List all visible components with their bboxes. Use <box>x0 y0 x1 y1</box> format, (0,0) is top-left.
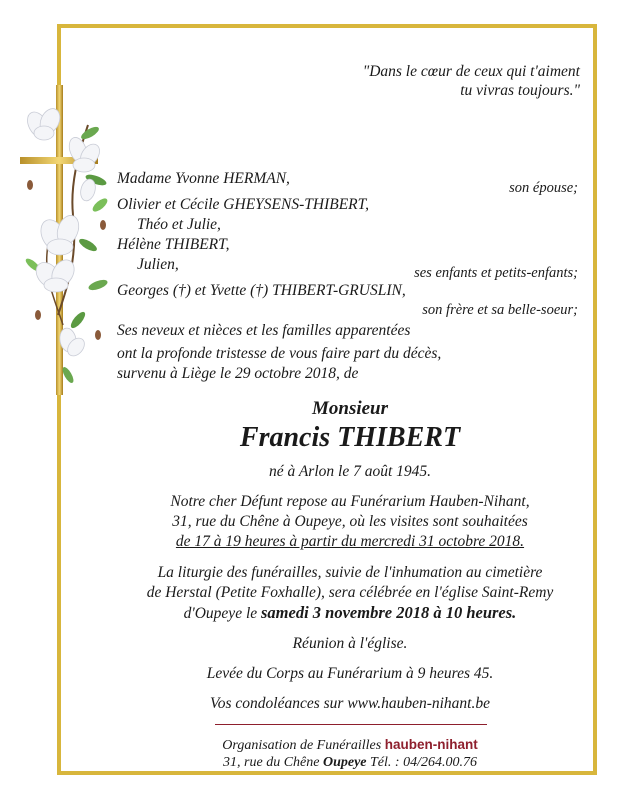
quote-line-1: "Dans le cœur de ceux qui t'aiment <box>362 63 580 80</box>
footer-phone: Tél. : 04/264.00.76 <box>370 755 477 770</box>
footer-org-prefix: Organisation de Funérailles <box>222 738 382 753</box>
child-1-kids: Théo et Julie, <box>137 216 221 233</box>
funeral-date-prefix: d'Oupeye le <box>183 605 258 622</box>
sibling-relation: son frère et sa belle-soeur; <box>422 302 578 318</box>
birth-info: né à Arlon le 7 août 1945. <box>268 463 432 480</box>
condolences-link[interactable]: Vos condoléances sur www.hauben-nihant.be <box>210 695 490 712</box>
footer-address <box>100 753 600 772</box>
funeral-line-1: La liturgie des funérailles, suivie de l'inhumation au cimetière <box>157 564 543 581</box>
footer-organisation <box>100 735 600 755</box>
gold-cross-icon <box>18 85 113 395</box>
visits-line-1: Notre cher Défunt repose au Funérarium Hauben-Nihant, <box>170 493 530 510</box>
funeral-line-2: de Herstal (Petite Foxhalle), sera célébrée en l'église Saint-Remy <box>146 584 554 601</box>
children-relation: ses enfants et petits-enfants; <box>414 265 578 281</box>
meeting-info: Réunion à l'église. <box>292 635 408 652</box>
spouse-name: Madame Yvonne HERMAN, <box>117 170 290 187</box>
child-1-name: Olivier et Cécile GHEYSENS-THIBERT, <box>117 196 369 213</box>
visits-line-2: 31, rue du Chêne à Oupeye, où les visites sont souhaitées <box>172 513 528 530</box>
footer-divider <box>215 724 487 725</box>
others-line-3: survenu à Liège le 29 octobre 2018, de <box>117 365 359 382</box>
deceased-name: Francis THIBERT <box>239 422 461 453</box>
spouse-relation: son épouse; <box>509 180 578 196</box>
magnolia-branch-icon <box>23 105 109 384</box>
sibling-name: Georges (†) et Yvette (†) THIBERT-GRUSLIN, <box>117 282 406 299</box>
deceased-title: Monsieur <box>311 398 389 419</box>
child-2-name: Hélène THIBERT, <box>117 236 230 253</box>
footer-city: Oupeye <box>322 755 367 770</box>
funeral-date: samedi 3 novembre 2018 à 10 heures. <box>261 603 517 622</box>
quote-line-2: tu vivras toujours." <box>460 82 580 99</box>
levee-info: Levée du Corps au Funérarium à 9 heures 45. <box>206 665 494 682</box>
others-line-1: Ses neveux et nièces et les familles apparentées <box>117 322 411 339</box>
footer-street: 31, rue du Chêne <box>223 755 320 770</box>
others-line-2: ont la profonde tristesse de vous faire part du décès, <box>117 345 442 362</box>
funeral-line-3 <box>100 603 600 623</box>
brand-logo: hauben-nihant <box>384 737 478 752</box>
visits-hours: de 17 à 19 heures à partir du mercredi 31 octobre 2018. <box>175 533 525 550</box>
child-2-kids: Julien, <box>137 256 179 273</box>
